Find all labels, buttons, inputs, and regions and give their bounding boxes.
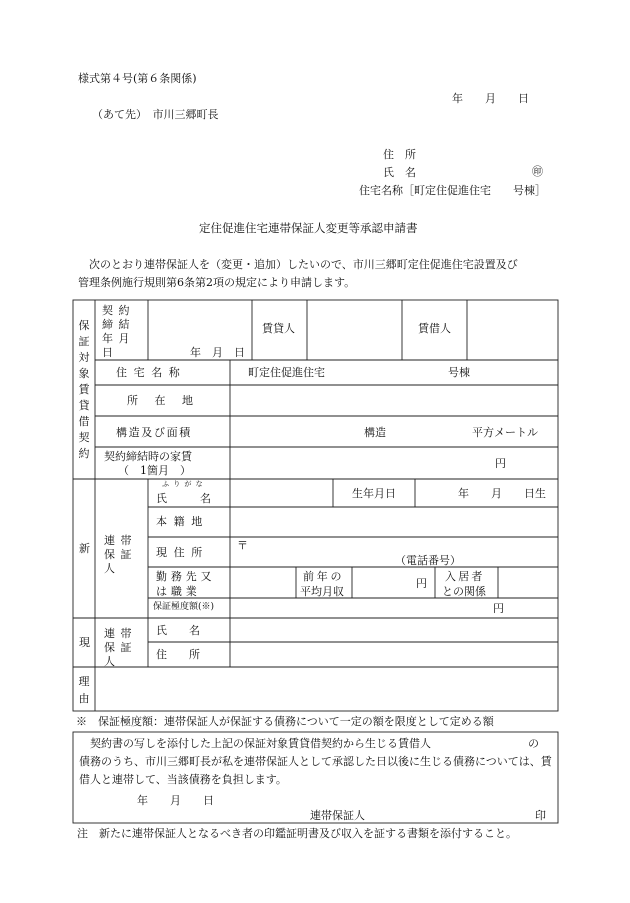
pledge-paragraph [79, 735, 553, 789]
rent-unit: 円 [495, 457, 506, 470]
current-address-label: 住 所 [156, 648, 200, 661]
current-side-label: 現 [79, 636, 90, 649]
location-label: 所在地 [127, 394, 210, 407]
applicant-address-label: 住 所 [383, 148, 416, 161]
pledge-line-1-end: の [528, 737, 539, 750]
intro-line-1: 次のとおり連帯保証人を（変更・追加）したいので、市川三郷町定住促進住宅設置及び [89, 258, 518, 271]
contract-date-label: 契約締結年月日 [102, 304, 135, 359]
contract-date-value: 年 月 日 [190, 346, 245, 359]
lessee-label: 賃借人 [418, 322, 451, 335]
new-guarantor-group-label: 連帯保証人 [104, 534, 137, 575]
income-label-1: 前年の [303, 570, 345, 583]
structure-unit: 構造 [364, 426, 386, 439]
applicant-name-label: 氏 名 [383, 166, 416, 179]
housing-name-value: 町定住促進住宅 [248, 366, 325, 379]
applicant-housing-name: 住宅名称［町定住促進住宅 号棟］ [359, 184, 546, 197]
housing-name-label: 住宅名称 [116, 366, 187, 379]
income-label-2: 平均月収 [300, 585, 344, 598]
limit-unit: 円 [493, 602, 504, 615]
contract-side-label: 保証対象賃貸借契約 [78, 319, 90, 460]
building-suffix: 号棟 [448, 366, 470, 379]
addressee: （あて先） 市川三郷町長 [92, 108, 219, 121]
page-title: 定住促進住宅連帯保証人変更等承認申請書 [199, 221, 418, 235]
pledge-signer-label: 連帯保証人 [310, 809, 365, 822]
pledge-seal: 印 [535, 809, 546, 822]
seal-mark: ㊞ [532, 165, 543, 178]
attachment-note: 注 新たに連帯保証人となるべき者の印鑑証明書及び収入を証する書類を添付すること。 [77, 827, 517, 840]
furigana-label: ふりがな [162, 480, 207, 488]
domicile-label: 本籍地 [156, 515, 209, 528]
pledge-line-1 [79, 735, 553, 753]
pledge-line-1-text: 契約書の写しを添付した上記の保証対象賃貸借契約から生じる賃借人 [90, 737, 431, 750]
form-number: 様式第４号(第６条関係) [78, 72, 197, 85]
footnote: ※ 保証極度額：連帯保証人が保証する債務について一定の額を限度として定める額 [76, 715, 494, 728]
structure-label: 構造及び面積 [116, 426, 192, 439]
workplace-label-2: は職業 [156, 585, 201, 598]
birth-label: 生年月日 [352, 487, 396, 500]
postal-mark: 〒 [237, 539, 248, 552]
birth-value: 年 月 日生 [458, 487, 546, 500]
workplace-label-1: 勤務先又 [156, 570, 216, 583]
relation-label-1: 入居者 [445, 570, 485, 583]
new-side-label: 新 [79, 542, 90, 555]
new-name-label: 氏名 [156, 492, 244, 505]
rent-label: 契約締結時の家賃 [104, 450, 192, 463]
lessor-label: 賃貸人 [262, 322, 295, 335]
phone-label: （電話番号） [395, 554, 461, 567]
current-guarantor-group-label: 連帯保証人 [104, 627, 137, 668]
income-unit: 円 [416, 577, 427, 590]
pledge-date: 年 月 日 [137, 794, 214, 807]
intro-line-2: 管理条例施行規則第6条第2項の規定により申請します。 [78, 276, 356, 289]
new-address-label: 現住所 [156, 546, 209, 559]
area-unit: 平方メートル [472, 426, 538, 439]
relation-label-2: との関係 [442, 585, 486, 598]
pledge-line-2: 債務のうち、市川三郷町長が私を連帯保証人として承認した日以後に生じる債務については、賃借人と連帯して、当該債務を負担します。 [79, 755, 552, 786]
reason-side-label: 理由 [78, 675, 90, 705]
limit-label: 保証極度額(※) [153, 602, 215, 612]
rent-period: （ 1箇月 ） [118, 464, 191, 477]
current-name-label: 氏 名 [156, 624, 200, 637]
date-line: 年 月 日 [452, 92, 529, 105]
